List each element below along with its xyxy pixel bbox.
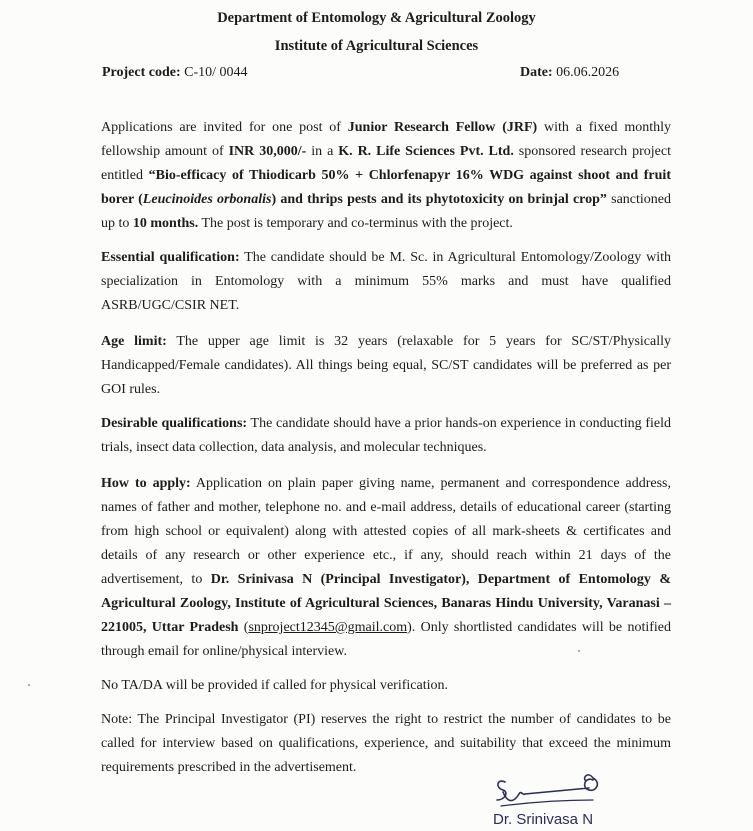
notice-date	[520, 65, 619, 81]
intro-text-4: sponsored research project entitled	[101, 144, 671, 183]
desirable-qualifications-text: The candidate should have a prior hands-on experience in conducting field trials, insect data collection, data analysis, and molecular techniques.	[101, 416, 671, 455]
post-name: Junior Research Fellow (JRF)	[347, 120, 538, 135]
essential-qualification-label: Essential qualification:	[101, 250, 240, 265]
intro-text-2: with a fixed monthly fellowship amount of	[101, 120, 671, 159]
age-limit-label: Age limit:	[101, 334, 167, 349]
sponsor-name: K. R. Life Sciences Pvt. Ltd.	[338, 144, 514, 159]
application-address: Dr. Srinivasa N (Principal Investigator), Department of Entomology & Agricultural Zoology, Institute of Agricultural Sciences, Banaras Hindu University, Varanasi – 221005, Uttar Pradesh	[101, 572, 671, 635]
how-to-apply-text: Application on plain paper giving name, permanent and correspondence address, names of father and mother, telephone no. and e-mail address, details of educational career (starting from high school or equivalent) along with attested copies of all mark-sheets & certificates and details of any research or other experience etc., if any, should reach within 21 days of the advertisement, to	[101, 476, 671, 587]
project-duration: 10 months.	[132, 216, 199, 231]
species-name: Leucinoides orbonalis	[142, 192, 272, 207]
intro-text-6: The post is temporary and co-terminus with the project.	[198, 216, 513, 231]
handwritten-signature	[493, 770, 613, 816]
project-title-part-1: “Bio-efficacy of Thiodicarb 50% + Chlorfenapyr 16% WDG against shoot and fruit borer (	[101, 168, 671, 207]
desirable-qualifications-label: Desirable qualifications:	[101, 416, 248, 431]
intro-text-1: Applications are invited for one post of	[101, 120, 348, 135]
date-label: Date:	[520, 65, 553, 80]
how-to-apply-paragraph	[101, 472, 671, 664]
intro-paragraph	[101, 116, 671, 236]
institute-title: Institute of Agricultural Sciences	[274, 38, 479, 54]
scan-speck	[578, 650, 580, 652]
department-title: Department of Entomology & Agricultural Zoology	[217, 10, 536, 26]
how-to-apply-text-after: ). Only shortlisted candidates will be notified through email for online/physical interview.	[101, 620, 671, 659]
project-code	[102, 65, 248, 81]
age-limit-text: The upper age limit is 32 years (relaxable for 5 years for SC/ST/Physically Handicapped/Female candidates). All things being equal, SC/ST candidates will be preferred as per GOI rules.	[101, 334, 671, 397]
project-code-value: C-10/ 0044	[184, 65, 248, 80]
ta-da-paragraph: No TA/DA will be provided if called for physical verification.	[101, 678, 448, 693]
scan-speck	[28, 684, 30, 686]
how-to-apply-label: How to apply:	[101, 476, 191, 491]
date-value: 06.06.2026	[556, 65, 620, 80]
desirable-qualifications-paragraph	[101, 412, 671, 460]
contact-email-link[interactable]: snproject12345@gmail.com	[248, 620, 408, 635]
essential-qualification-text: The candidate should be M. Sc. in Agricultural Entomology/Zoology with specialization in Entomology with a minimum 55% marks and must have qualified ASRB/UGC/CSIR NET.	[101, 250, 671, 313]
project-code-label: Project code:	[102, 65, 181, 80]
age-limit-paragraph	[101, 330, 671, 402]
note-paragraph: Note: The Principal Investigator (PI) reserves the right to restrict the number of candidates to be called for interview based on qualifications, experience, and suitability that exceed the minimum requirements prescribed in the advertisement.	[101, 712, 671, 775]
paren-open: (	[238, 620, 249, 635]
signatory-name: Dr. Srinivasa N	[493, 811, 594, 828]
intro-text-3: in a	[306, 144, 339, 159]
fellowship-amount: INR 30,000/-	[228, 144, 307, 159]
intro-text-5: sanctioned up to	[101, 192, 671, 231]
project-title-part-2: ) and thrips pests and its phytotoxicity on brinjal crop”	[271, 192, 607, 207]
essential-qualification-paragraph	[101, 246, 671, 318]
